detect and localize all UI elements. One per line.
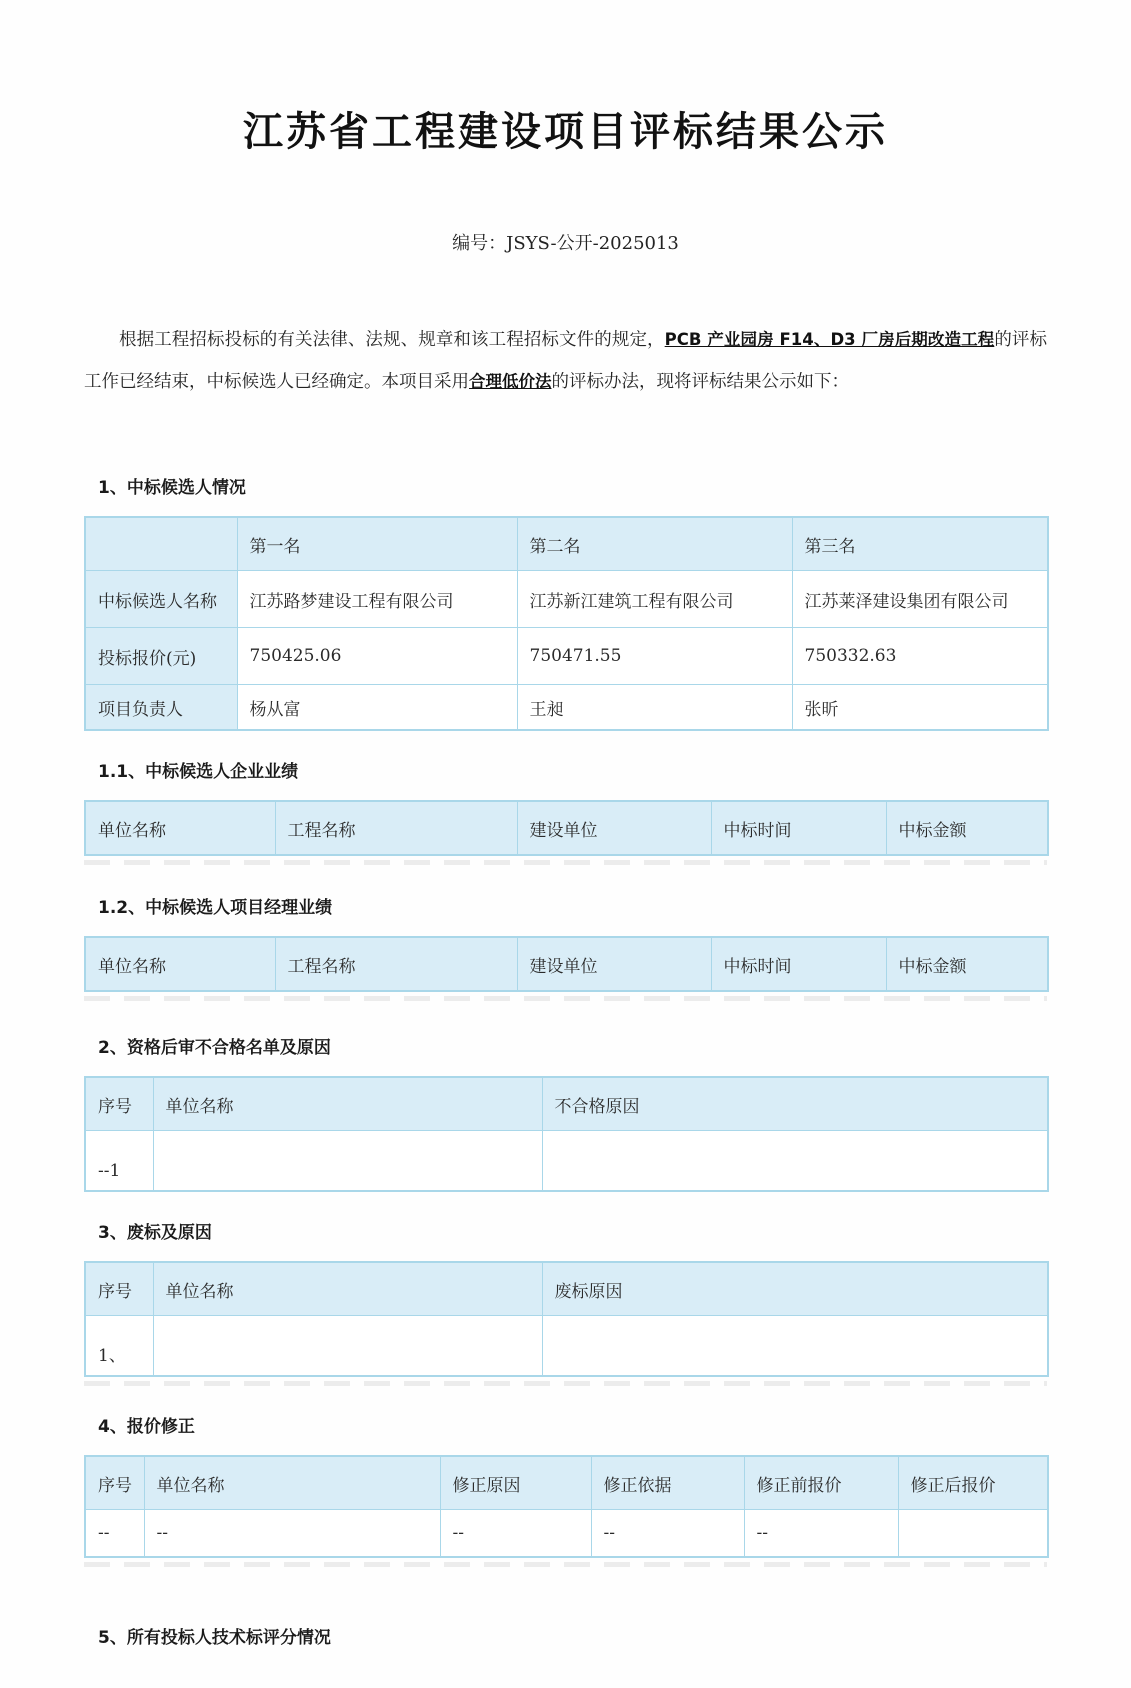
section-5-heading: 5、所有投标人技术标评分情况: [98, 1628, 331, 1648]
column-header: 中标时间: [711, 937, 886, 991]
column-header-rank-2: 第二名: [517, 517, 792, 571]
scan-artifact-divider: [84, 1562, 1047, 1567]
table-cell: [542, 1316, 1048, 1377]
table-row: [85, 1510, 1048, 1558]
evaluation-method: 合理低价法: [469, 372, 552, 391]
table-cell: [153, 1131, 542, 1192]
section-3-heading: 3、废标及原因: [98, 1223, 212, 1243]
table-cell: --: [440, 1510, 591, 1558]
table-header-row: [85, 1077, 1048, 1131]
column-header: 单位名称: [153, 1262, 542, 1316]
table-cell: --: [144, 1510, 440, 1558]
section-4-heading: 4、报价修正: [98, 1417, 195, 1437]
project-manager-row: [85, 685, 1048, 731]
column-header: 废标原因: [542, 1262, 1048, 1316]
candidates-header-row: [85, 517, 1048, 571]
column-header-rank-1: 第一名: [237, 517, 517, 571]
table-header-row: [85, 801, 1048, 855]
serial-number-cell: --: [85, 1510, 144, 1558]
intro-paragraph: [84, 319, 1047, 403]
column-header: 修正前报价: [744, 1456, 898, 1510]
scan-artifact-divider: [84, 1381, 1047, 1386]
column-header: 修正依据: [591, 1456, 744, 1510]
column-header: 序号: [85, 1262, 153, 1316]
manager-performance-table: [84, 936, 1049, 992]
table-cell: 杨从富: [237, 685, 517, 731]
doc-number: 编号：JSYS-公开-2025013: [452, 233, 679, 254]
unqualified-list-table: [84, 1076, 1049, 1192]
table-cell: 江苏莱泽建设集团有限公司: [792, 571, 1048, 628]
column-header: 工程名称: [275, 801, 517, 855]
intro-segment-2: 的评标工作已经结束，中标候选人已经确定。本项目采用: [84, 330, 1048, 392]
column-header-rank-3: 第三名: [792, 517, 1048, 571]
column-header: 建设单位: [517, 801, 711, 855]
column-header: 序号: [85, 1077, 153, 1131]
candidates-table: [84, 516, 1049, 731]
column-header-blank: [85, 517, 237, 571]
column-header: 修正后报价: [898, 1456, 1048, 1510]
table-header-row: [85, 1456, 1048, 1510]
column-header: 修正原因: [440, 1456, 591, 1510]
table-cell: 750332.63: [792, 628, 1048, 685]
section-1-1-heading: 1.1、中标候选人企业业绩: [98, 762, 299, 782]
column-header: 序号: [85, 1456, 144, 1510]
candidate-name-row: [85, 571, 1048, 628]
table-cell: 江苏新江建筑工程有限公司: [517, 571, 792, 628]
column-header: 不合格原因: [542, 1077, 1048, 1131]
column-header: 单位名称: [85, 801, 275, 855]
table-row: [85, 1316, 1048, 1377]
column-header: 建设单位: [517, 937, 711, 991]
project-name: PCB 产业园房 F14、D3 厂房后期改造工程: [664, 330, 995, 349]
table-cell: 750425.06: [237, 628, 517, 685]
column-header: 工程名称: [275, 937, 517, 991]
bid-price-row: [85, 628, 1048, 685]
row-label: 投标报价(元): [85, 628, 237, 685]
serial-number-cell: 1、: [85, 1316, 153, 1377]
table-cell: [153, 1316, 542, 1377]
table-row: [85, 1131, 1048, 1192]
column-header: 中标金额: [886, 801, 1048, 855]
column-header: 单位名称: [144, 1456, 440, 1510]
section-1-heading: 1、中标候选人情况: [98, 478, 246, 498]
scan-artifact-divider: [84, 860, 1047, 865]
rejected-bids-table: [84, 1261, 1049, 1377]
row-label: 中标候选人名称: [85, 571, 237, 628]
column-header: 中标时间: [711, 801, 886, 855]
enterprise-performance-table: [84, 800, 1049, 856]
table-header-row: [85, 937, 1048, 991]
table-cell: 王昶: [517, 685, 792, 731]
serial-number-cell: --1: [85, 1131, 153, 1192]
table-cell: 张昕: [792, 685, 1048, 731]
section-1-2-heading: 1.2、中标候选人项目经理业绩: [98, 898, 333, 918]
intro-segment-1: 根据工程招标投标的有关法律、法规、规章和该工程招标文件的规定，: [119, 330, 665, 350]
table-cell: [542, 1131, 1048, 1192]
price-correction-table: [84, 1455, 1049, 1558]
row-label: 项目负责人: [85, 685, 237, 731]
table-cell: [898, 1510, 1048, 1558]
table-cell: 750471.55: [517, 628, 792, 685]
table-cell: 江苏路梦建设工程有限公司: [237, 571, 517, 628]
column-header: 中标金额: [886, 937, 1048, 991]
column-header: 单位名称: [153, 1077, 542, 1131]
intro-segment-3: 的评标办法，现将评标结果公示如下：: [551, 372, 849, 392]
column-header: 单位名称: [85, 937, 275, 991]
page-title: 江苏省工程建设项目评标结果公示: [243, 108, 888, 155]
section-2-heading: 2、资格后审不合格名单及原因: [98, 1038, 331, 1058]
table-header-row: [85, 1262, 1048, 1316]
table-cell: --: [744, 1510, 898, 1558]
table-cell: --: [591, 1510, 744, 1558]
scan-artifact-divider: [84, 996, 1047, 1001]
